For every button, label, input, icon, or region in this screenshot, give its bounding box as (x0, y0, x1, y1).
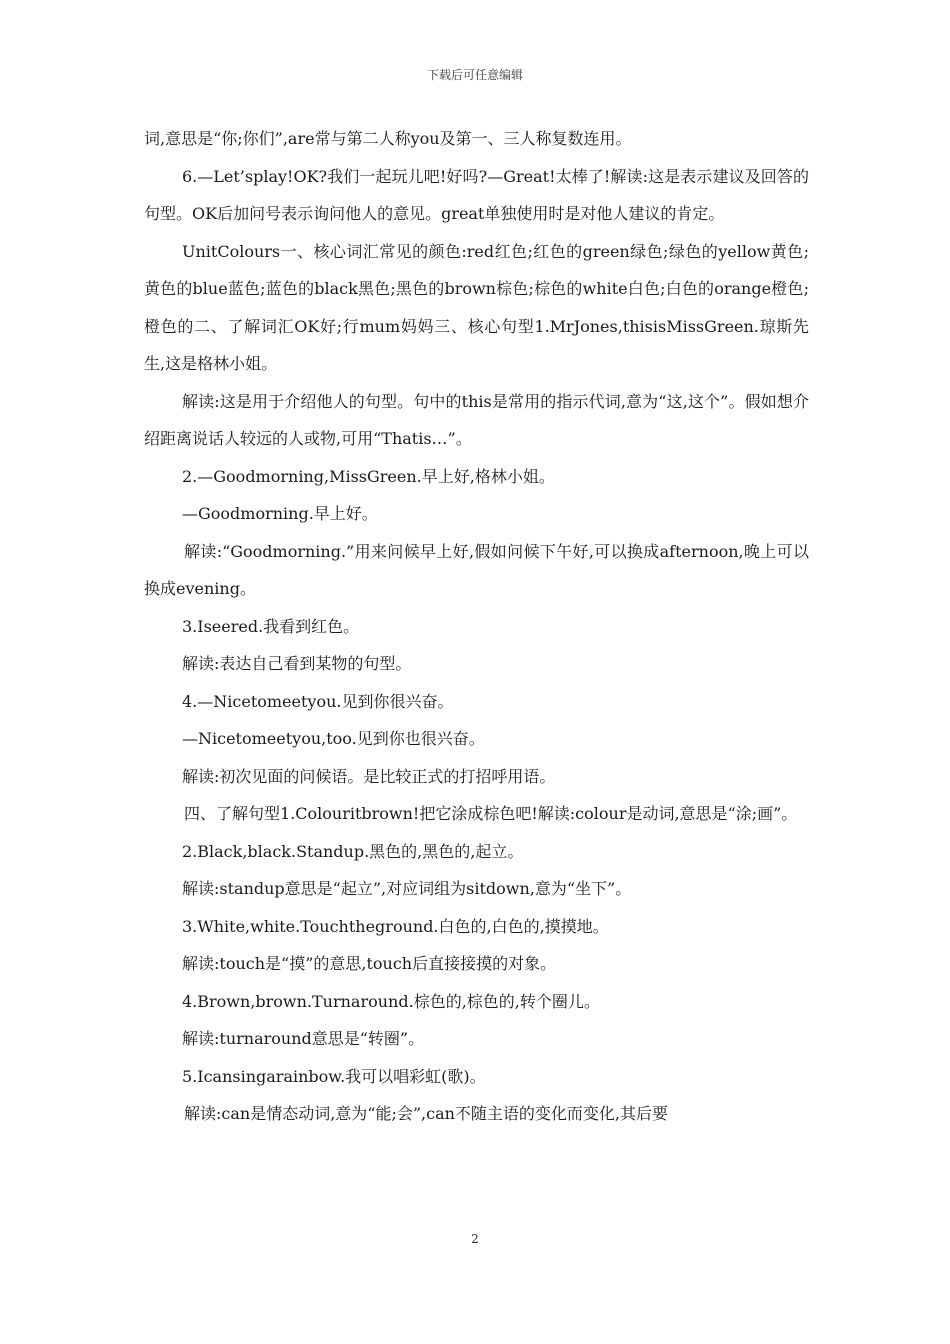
paragraph: 4.Brown,brown.Turnaround.棕色的,棕色的,转个圈儿。 (182, 991, 600, 1011)
document-body (144, 120, 809, 1133)
paragraph: 解读:表达自己看到某物的句型。 (182, 654, 412, 673)
page-header: 下载后可任意编辑 (426, 68, 523, 82)
paragraph: 3.White,white.Touchtheground.白色的,白色的,摸摸地。 (182, 916, 609, 936)
paragraph: 四、了解句型1.Colouritbrown!把它涂成棕色吧!解读:colour是动词,意思是“涂;画”。 (184, 804, 798, 823)
paragraph: 6.—Let’splay!OK?我们一起玩儿吧!好吗?—Great!太棒了!解读:这是表示建议及回答的句型。OK后加问号表示询问他人的意见。great单独使用时是对他人建议的肯定。 (144, 166, 809, 223)
paragraph: —Nicetomeetyou,too.见到你也很兴奋。 (182, 729, 485, 748)
paragraph: 解读:touch是“摸”的意思,touch后直接接摸的对象。 (182, 954, 557, 973)
paragraph: 解读:初次见面的问候语。是比较正式的打招呼用语。 (182, 766, 556, 786)
paragraph: 解读:“Goodmorning.”用来问候早上好,假如问候下午好,可以换成afternoon,晚上可以换成evening。 (144, 541, 809, 598)
paragraph: 解读:turnaround意思是“转圈”。 (182, 1029, 425, 1048)
paragraph: 4.—Nicetomeetyou.见到你很兴奋。 (182, 691, 454, 711)
paragraph: 2.Black,black.Standup.黑色的,黑色的,起立。 (182, 841, 524, 861)
paragraph: 2.—Goodmorning,MissGreen.早上好,格林小姐。 (182, 466, 555, 486)
page-number: 2 (471, 1232, 479, 1246)
paragraph: 解读:can是情态动词,意为“能;会”,can不随主语的变化而变化,其后要 (184, 1104, 669, 1123)
paragraph: —Goodmorning.早上好。 (182, 504, 378, 523)
paragraph: UnitColours一、核心词汇常见的颜色:red红色;红色的green绿色;绿色的yellow黄色;黄色的blue蓝色;蓝色的black黑色;黑色的brown棕色;棕色的white白色;白色的orange橙色;橙色的二、了解词汇OK好;行mum妈妈三、核心句型1.MrJones,thisisMissGreen.琼斯先生,这是格林小姐。 (144, 241, 809, 373)
paragraph: 解读:standup意思是“起立”,对应词组为sitdown,意为“坐下”。 (182, 879, 632, 898)
paragraph: 词,意思是“你;你们”,are常与第二人称you及第一、三人称复数连用。 (144, 129, 632, 148)
paragraph: 5.Icansingarainbow.我可以唱彩虹(歌)。 (182, 1066, 486, 1086)
paragraph: 3.Iseered.我看到红色。 (182, 616, 360, 636)
paragraph: 解读:这是用于介绍他人的句型。句中的this是常用的指示代词,意为“这,这个”。假如想介绍距离说话人较远的人或物,可用“Thatis…”。 (144, 391, 809, 448)
